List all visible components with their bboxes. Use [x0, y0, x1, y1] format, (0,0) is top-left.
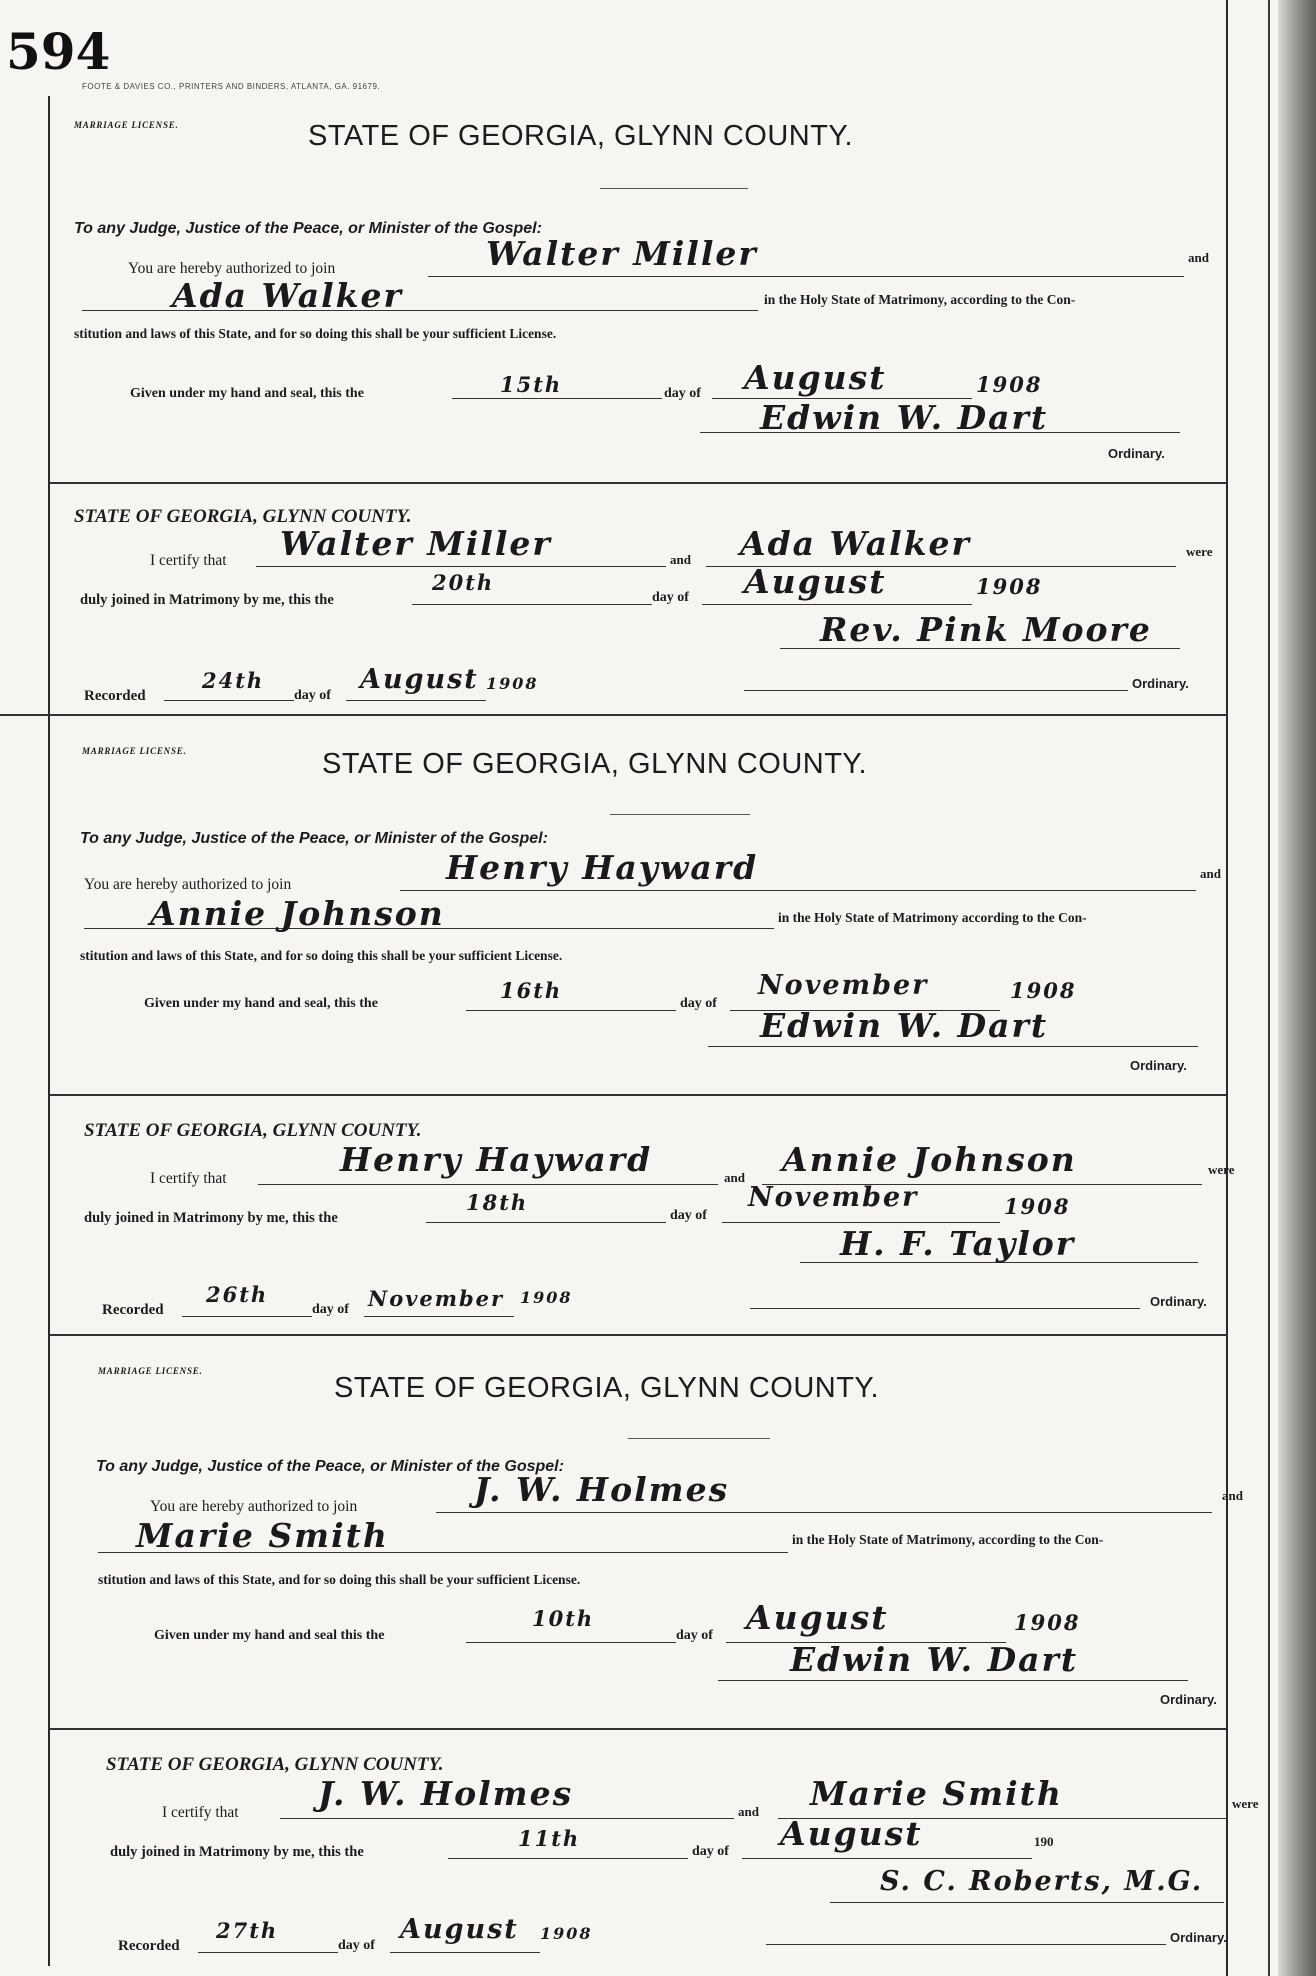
groom-line	[436, 1512, 1212, 1513]
married-year: 190	[1034, 1834, 1054, 1849]
recorded-text: Recorded	[84, 688, 146, 704]
married-month: August	[744, 562, 887, 601]
and-text: and	[1188, 250, 1209, 265]
day-of-text: day of	[676, 1628, 713, 1643]
constitution-text: stitution and laws of this State, and for so doing this shall be your sufficient License.	[80, 948, 563, 963]
ordinary-label: Ordinary.	[1108, 446, 1165, 461]
cert-and-text: and	[724, 1170, 745, 1185]
recorded-month-line	[364, 1316, 514, 1317]
recorded-year: 1908	[486, 674, 539, 693]
certify-text: I certify that	[150, 552, 227, 569]
recorded-year: 1908	[520, 1288, 573, 1307]
license-day: 10th	[532, 1606, 595, 1631]
and-text: and	[1200, 866, 1221, 881]
license-title: STATE OF GEORGIA, GLYNN COUNTY.	[308, 120, 854, 152]
record-divider	[0, 714, 1228, 716]
cert-and-text: and	[670, 552, 691, 567]
cert-bride-name: Marie Smith	[810, 1774, 1063, 1813]
bride-name: Marie Smith	[136, 1516, 389, 1555]
officiant-signature: Rev. Pink Moore	[820, 610, 1152, 649]
holy-state-text: in the Holy State of Matrimony according to the Con-	[778, 910, 1087, 925]
cert-groom-line	[280, 1818, 734, 1819]
married-day-of-text: day of	[670, 1208, 707, 1223]
license-year: 1908	[976, 372, 1043, 397]
married-day: 18th	[466, 1190, 529, 1215]
constitution-text: stitution and laws of this State, and for so doing this shall be your sufficient License.	[98, 1572, 581, 1587]
license-day-line	[466, 1642, 676, 1643]
cert-groom-name: Henry Hayward	[340, 1140, 653, 1179]
recorded-month: November	[368, 1286, 505, 1311]
cert-groom-line	[256, 566, 666, 567]
recorded-day-of-text: day of	[312, 1302, 349, 1317]
were-text: were	[1208, 1162, 1235, 1177]
section-divider	[50, 1728, 1226, 1730]
recorded-year: 1908	[540, 1924, 593, 1943]
authorized-text: You are hereby authorized to join	[84, 876, 292, 893]
were-text: were	[1232, 1796, 1259, 1811]
authorized-text: You are hereby authorized to join	[128, 260, 336, 277]
recorded-day-line	[198, 1952, 338, 1953]
title-rule	[600, 188, 748, 189]
certificate-title: STATE OF GEORGIA, GLYNN COUNTY.	[74, 506, 412, 527]
cert-and-text: and	[738, 1804, 759, 1819]
recorded-ordinary-line	[744, 690, 1128, 691]
printer-imprint: FOOTE & DAVIES CO., PRINTERS AND BINDERS, ATLANTA, GA. 91679.	[82, 82, 381, 91]
day-of-text: day of	[664, 386, 701, 401]
recorded-day: 24th	[202, 668, 265, 693]
license-day-line	[466, 1010, 676, 1011]
married-day-of-text: day of	[692, 1844, 729, 1859]
ordinary-signature: Edwin W. Dart	[760, 1006, 1049, 1045]
and-text: and	[1222, 1488, 1243, 1503]
license-year: 1908	[1014, 1610, 1081, 1635]
married-day: 11th	[518, 1826, 581, 1851]
recorded-day-line	[164, 700, 294, 701]
ordinary-signature: Edwin W. Dart	[790, 1640, 1079, 1679]
recorded-month-line	[390, 1952, 540, 1953]
given-text: Given under my hand and seal this the	[154, 1628, 385, 1643]
recorded-day-of-text: day of	[294, 688, 331, 703]
record-divider	[50, 1334, 1228, 1336]
bride-name: Annie Johnson	[150, 894, 445, 933]
ordinary-signature-line	[718, 1680, 1188, 1681]
officiant-line	[830, 1902, 1224, 1903]
certificate-title: STATE OF GEORGIA, GLYNN COUNTY.	[84, 1120, 422, 1141]
groom-line	[400, 890, 1196, 891]
married-day-line	[412, 604, 652, 605]
married-day-of-text: day of	[652, 590, 689, 605]
license-day: 15th	[500, 372, 563, 397]
cert-groom-line	[258, 1184, 718, 1185]
day-of-text: day of	[680, 996, 717, 1011]
license-address: To any Judge, Justice of the Peace, or Minister of the Gospel:	[80, 830, 548, 847]
page-number: 594	[6, 22, 111, 81]
right-margin-rule	[1226, 0, 1228, 1976]
license-day-line	[452, 398, 662, 399]
married-month: August	[780, 1814, 923, 1853]
recorded-month-line	[346, 700, 486, 701]
married-month-line	[702, 604, 972, 605]
section-divider	[50, 482, 1226, 484]
recorded-month: August	[400, 1914, 519, 1945]
married-month-line	[742, 1858, 1032, 1859]
ordinary-signature-line	[708, 1046, 1198, 1047]
given-text: Given under my hand and seal, this the	[144, 996, 378, 1011]
married-day: 20th	[432, 570, 495, 595]
recorded-day-of-text: day of	[338, 1938, 375, 1953]
married-day-line	[448, 1858, 688, 1859]
recorded-ordinary-label: Ordinary.	[1150, 1294, 1207, 1309]
ordinary-label: Ordinary.	[1160, 1692, 1217, 1707]
title-rule	[628, 1438, 770, 1439]
groom-name: Walter Miller	[486, 234, 758, 273]
recorded-day: 27th	[216, 1918, 279, 1943]
officiant-signature: S. C. Roberts, M.G.	[880, 1866, 1204, 1897]
duly-joined-text: duly joined in Matrimony by me, this the	[80, 592, 334, 608]
book-binding	[1278, 0, 1316, 1976]
certify-text: I certify that	[162, 1804, 239, 1821]
recorded-ordinary-label: Ordinary.	[1170, 1930, 1227, 1945]
married-year: 1908	[1004, 1194, 1071, 1219]
married-month-line	[722, 1222, 1000, 1223]
holy-state-text: in the Holy State of Matrimony, according to the Con-	[764, 292, 1076, 307]
license-year: 1908	[1010, 978, 1077, 1003]
duly-joined-text: duly joined in Matrimony by me, this the	[84, 1210, 338, 1226]
title-rule	[610, 814, 750, 815]
cert-groom-name: J. W. Holmes	[318, 1774, 574, 1813]
cert-bride-name: Ada Walker	[740, 524, 971, 563]
license-month: November	[758, 970, 929, 1001]
recorded-text: Recorded	[102, 1302, 164, 1318]
recorded-day-line	[182, 1316, 312, 1317]
recorded-ordinary-line	[750, 1308, 1140, 1309]
officiant-signature: H. F. Taylor	[840, 1224, 1076, 1263]
ordinary-signature: Edwin W. Dart	[760, 398, 1049, 437]
groom-line	[428, 276, 1184, 277]
ordinary-label: Ordinary.	[1130, 1058, 1187, 1073]
license-title: STATE OF GEORGIA, GLYNN COUNTY.	[334, 1372, 880, 1404]
duly-joined-text: duly joined in Matrimony by me, this the	[110, 1844, 364, 1860]
left-margin-rule	[48, 96, 50, 1966]
married-day-line	[426, 1222, 666, 1223]
were-text: were	[1186, 544, 1213, 559]
recorded-text: Recorded	[118, 1938, 180, 1954]
recorded-ordinary-line	[766, 1944, 1166, 1945]
license-address: To any Judge, Justice of the Peace, or Minister of the Gospel:	[96, 1458, 564, 1475]
marriage-license-label: MARRIAGE LICENSE.	[98, 1366, 203, 1376]
cert-groom-name: Walter Miller	[280, 524, 552, 563]
holy-state-text: in the Holy State of Matrimony, according to the Con-	[792, 1532, 1104, 1547]
authorized-text: You are hereby authorized to join	[150, 1498, 358, 1515]
married-year: 1908	[976, 574, 1043, 599]
cert-bride-name: Annie Johnson	[782, 1140, 1077, 1179]
license-title: STATE OF GEORGIA, GLYNN COUNTY.	[322, 748, 868, 780]
groom-name: J. W. Holmes	[474, 1470, 730, 1509]
groom-name: Henry Hayward	[446, 848, 759, 887]
recorded-month: August	[360, 664, 479, 695]
recorded-ordinary-label: Ordinary.	[1132, 676, 1189, 691]
bride-name: Ada Walker	[172, 276, 403, 315]
license-day: 16th	[500, 978, 563, 1003]
marriage-license-label: MARRIAGE LICENSE.	[82, 746, 187, 756]
constitution-text: stitution and laws of this State, and for so doing this shall be your sufficient License.	[74, 326, 557, 341]
given-text: Given under my hand and seal, this the	[130, 386, 364, 401]
license-address: To any Judge, Justice of the Peace, or Minister of the Gospel:	[74, 220, 542, 237]
certify-text: I certify that	[150, 1170, 227, 1187]
section-divider	[50, 1094, 1226, 1096]
married-month: November	[748, 1182, 919, 1213]
certificate-title: STATE OF GEORGIA, GLYNN COUNTY.	[106, 1754, 444, 1775]
binding-edge-line	[1268, 0, 1270, 1976]
license-month: August	[746, 1598, 889, 1637]
recorded-day: 26th	[206, 1282, 269, 1307]
license-month: August	[744, 358, 887, 397]
marriage-license-label: MARRIAGE LICENSE.	[74, 120, 179, 130]
